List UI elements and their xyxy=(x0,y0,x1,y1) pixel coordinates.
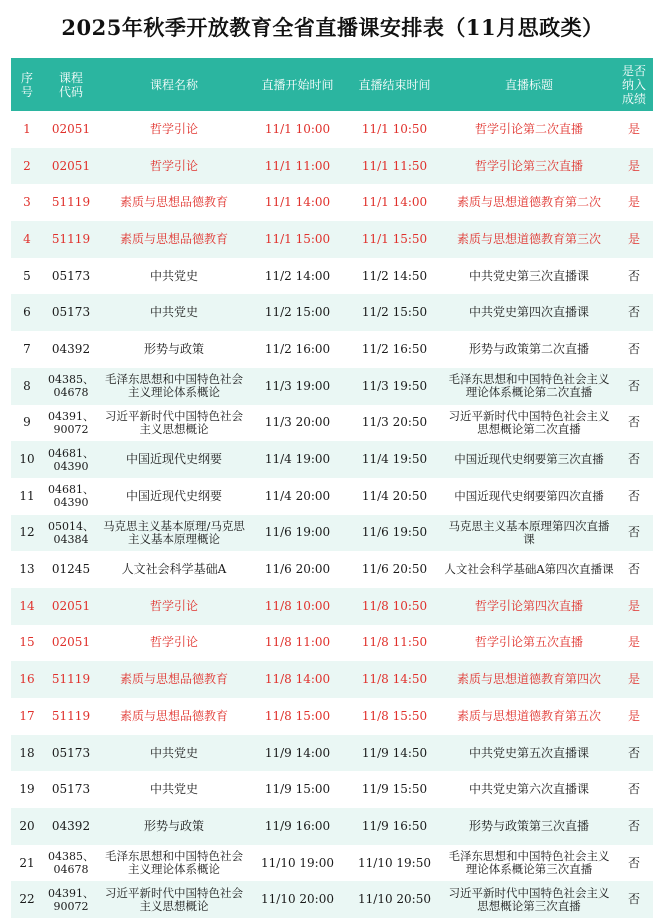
live-title: 哲学引论第三次直播 xyxy=(443,148,615,185)
end-time: 11/10 20:50 xyxy=(346,881,443,918)
course-name: 中共党史 xyxy=(99,294,249,331)
row-number: 14 xyxy=(11,588,43,625)
course-code: 05173 xyxy=(43,294,99,331)
course-name: 哲学引论 xyxy=(99,625,249,662)
start-time: 11/1 15:00 xyxy=(249,221,346,258)
course-name: 素质与思想品德教育 xyxy=(99,661,249,698)
course-code: 04391、90072 xyxy=(43,405,99,442)
table-row xyxy=(11,771,653,808)
table-row xyxy=(11,148,653,185)
end-time: 11/2 14:50 xyxy=(346,258,443,295)
course-code: 51119 xyxy=(43,661,99,698)
graded-flag: 是 xyxy=(615,148,653,185)
end-time: 11/4 20:50 xyxy=(346,478,443,515)
row-number: 13 xyxy=(11,551,43,588)
course-name: 马克思主义基本原理/马克思主义基本原理概论 xyxy=(99,515,249,552)
row-number: 11 xyxy=(11,478,43,515)
start-time: 11/9 14:00 xyxy=(249,735,346,772)
course-code: 05173 xyxy=(43,735,99,772)
start-time: 11/10 19:00 xyxy=(249,845,346,882)
table-row xyxy=(11,661,653,698)
row-number: 5 xyxy=(11,258,43,295)
graded-flag: 否 xyxy=(615,808,653,845)
graded-flag: 否 xyxy=(615,771,653,808)
table-body xyxy=(11,111,653,918)
course-name: 哲学引论 xyxy=(99,148,249,185)
course-code: 05173 xyxy=(43,258,99,295)
course-code: 04391、90072 xyxy=(43,881,99,918)
course-name: 中共党史 xyxy=(99,735,249,772)
live-title: 中国近现代史纲要第四次直播 xyxy=(443,478,615,515)
end-time: 11/3 19:50 xyxy=(346,368,443,405)
end-time: 11/9 14:50 xyxy=(346,735,443,772)
start-time: 11/1 14:00 xyxy=(249,184,346,221)
course-code: 01245 xyxy=(43,551,99,588)
table-row xyxy=(11,588,653,625)
end-time: 11/6 19:50 xyxy=(346,515,443,552)
table-row xyxy=(11,441,653,478)
start-time: 11/9 15:00 xyxy=(249,771,346,808)
row-number: 19 xyxy=(11,771,43,808)
start-time: 11/3 19:00 xyxy=(249,368,346,405)
course-code: 04392 xyxy=(43,808,99,845)
graded-flag: 是 xyxy=(615,698,653,735)
course-name: 人文社会科学基础A xyxy=(99,551,249,588)
header-graded: 是否 纳入 成绩 xyxy=(615,58,653,111)
row-number: 2 xyxy=(11,148,43,185)
end-time: 11/6 20:50 xyxy=(346,551,443,588)
row-number: 9 xyxy=(11,405,43,442)
live-title: 素质与思想道德教育第三次 xyxy=(443,221,615,258)
row-number: 15 xyxy=(11,625,43,662)
live-title: 毛泽东思想和中国特色社会主义理论体系概论第二次直播 xyxy=(443,368,615,405)
course-code: 05014、04384 xyxy=(43,515,99,552)
live-title: 中共党史第五次直播课 xyxy=(443,735,615,772)
course-code: 51119 xyxy=(43,221,99,258)
graded-flag: 是 xyxy=(615,111,653,148)
start-time: 11/8 15:00 xyxy=(249,698,346,735)
start-time: 11/9 16:00 xyxy=(249,808,346,845)
course-name: 形势与政策 xyxy=(99,331,249,368)
course-name: 素质与思想品德教育 xyxy=(99,221,249,258)
graded-flag: 否 xyxy=(615,441,653,478)
graded-flag: 否 xyxy=(615,551,653,588)
course-name: 中国近现代史纲要 xyxy=(99,478,249,515)
start-time: 11/8 10:00 xyxy=(249,588,346,625)
start-time: 11/6 19:00 xyxy=(249,515,346,552)
end-time: 11/1 15:50 xyxy=(346,221,443,258)
course-code: 51119 xyxy=(43,184,99,221)
table-row xyxy=(11,405,653,442)
row-number: 8 xyxy=(11,368,43,405)
end-time: 11/2 16:50 xyxy=(346,331,443,368)
course-name: 素质与思想品德教育 xyxy=(99,184,249,221)
course-code: 04392 xyxy=(43,331,99,368)
end-time: 11/8 14:50 xyxy=(346,661,443,698)
end-time: 11/3 20:50 xyxy=(346,405,443,442)
header-name: 课程名称 xyxy=(99,58,249,111)
row-number: 16 xyxy=(11,661,43,698)
table-row xyxy=(11,625,653,662)
course-name: 中国近现代史纲要 xyxy=(99,441,249,478)
course-name: 素质与思想品德教育 xyxy=(99,698,249,735)
live-title: 素质与思想道德教育第二次 xyxy=(443,184,615,221)
graded-flag: 否 xyxy=(615,735,653,772)
row-number: 7 xyxy=(11,331,43,368)
table-row xyxy=(11,294,653,331)
table-row xyxy=(11,845,653,882)
course-code: 51119 xyxy=(43,698,99,735)
course-code: 04385、04678 xyxy=(43,845,99,882)
live-title: 中共党史第三次直播课 xyxy=(443,258,615,295)
live-title: 哲学引论第五次直播 xyxy=(443,625,615,662)
header-start: 直播开始时间 xyxy=(249,58,346,111)
page-title: 2025年秋季开放教育全省直播课安排表（11月思政类） xyxy=(61,15,604,40)
live-title: 哲学引论第四次直播 xyxy=(443,588,615,625)
graded-flag: 是 xyxy=(615,661,653,698)
live-title: 马克思主义基本原理第四次直播课 xyxy=(443,515,615,552)
course-code: 02051 xyxy=(43,588,99,625)
course-code: 05173 xyxy=(43,771,99,808)
live-title: 习近平新时代中国特色社会主义思想概论第二次直播 xyxy=(443,405,615,442)
graded-flag: 否 xyxy=(615,368,653,405)
course-code: 02051 xyxy=(43,111,99,148)
start-time: 11/3 20:00 xyxy=(249,405,346,442)
start-time: 11/4 19:00 xyxy=(249,441,346,478)
table-row xyxy=(11,551,653,588)
course-name: 习近平新时代中国特色社会主义思想概论 xyxy=(99,881,249,918)
graded-flag: 是 xyxy=(615,588,653,625)
course-code: 02051 xyxy=(43,625,99,662)
end-time: 11/8 10:50 xyxy=(346,588,443,625)
row-number: 12 xyxy=(11,515,43,552)
table-row xyxy=(11,515,653,552)
table-row xyxy=(11,111,653,148)
table-row xyxy=(11,735,653,772)
end-time: 11/8 11:50 xyxy=(346,625,443,662)
row-number: 18 xyxy=(11,735,43,772)
start-time: 11/8 14:00 xyxy=(249,661,346,698)
header-code: 课程 代码 xyxy=(43,58,99,111)
course-name: 毛泽东思想和中国特色社会主义理论体系概论 xyxy=(99,845,249,882)
row-number: 3 xyxy=(11,184,43,221)
row-number: 20 xyxy=(11,808,43,845)
row-number: 10 xyxy=(11,441,43,478)
course-name: 中共党史 xyxy=(99,258,249,295)
course-name: 中共党史 xyxy=(99,771,249,808)
graded-flag: 否 xyxy=(615,881,653,918)
table-row xyxy=(11,258,653,295)
course-code: 04681、04390 xyxy=(43,441,99,478)
end-time: 11/9 15:50 xyxy=(346,771,443,808)
header-live-title: 直播标题 xyxy=(443,58,615,111)
header-no: 序 号 xyxy=(11,58,43,111)
graded-flag: 否 xyxy=(615,258,653,295)
row-number: 22 xyxy=(11,881,43,918)
end-time: 11/4 19:50 xyxy=(346,441,443,478)
course-name: 哲学引论 xyxy=(99,588,249,625)
table-row xyxy=(11,331,653,368)
live-title: 素质与思想道德教育第四次 xyxy=(443,661,615,698)
start-time: 11/8 11:00 xyxy=(249,625,346,662)
live-title: 中共党史第六次直播课 xyxy=(443,771,615,808)
live-title: 人文社会科学基础A第四次直播课 xyxy=(443,551,615,588)
table-row xyxy=(11,698,653,735)
live-title: 哲学引论第二次直播 xyxy=(443,111,615,148)
row-number: 6 xyxy=(11,294,43,331)
course-code: 04385、04678 xyxy=(43,368,99,405)
course-name: 习近平新时代中国特色社会主义思想概论 xyxy=(99,405,249,442)
start-time: 11/2 14:00 xyxy=(249,258,346,295)
table-row xyxy=(11,368,653,405)
end-time: 11/9 16:50 xyxy=(346,808,443,845)
course-code: 04681、04390 xyxy=(43,478,99,515)
end-time: 11/8 15:50 xyxy=(346,698,443,735)
table-row xyxy=(11,808,653,845)
graded-flag: 否 xyxy=(615,845,653,882)
course-code: 02051 xyxy=(43,148,99,185)
graded-flag: 是 xyxy=(615,184,653,221)
table-row xyxy=(11,478,653,515)
schedule-table xyxy=(11,58,653,918)
graded-flag: 否 xyxy=(615,405,653,442)
live-title: 习近平新时代中国特色社会主义思想概论第三次直播 xyxy=(443,881,615,918)
start-time: 11/2 15:00 xyxy=(249,294,346,331)
graded-flag: 否 xyxy=(615,294,653,331)
table-row xyxy=(11,881,653,918)
row-number: 1 xyxy=(11,111,43,148)
course-name: 形势与政策 xyxy=(99,808,249,845)
table-header-row xyxy=(11,58,653,111)
end-time: 11/2 15:50 xyxy=(346,294,443,331)
graded-flag: 是 xyxy=(615,221,653,258)
live-title: 中共党史第四次直播课 xyxy=(443,294,615,331)
end-time: 11/10 19:50 xyxy=(346,845,443,882)
live-title: 形势与政策第三次直播 xyxy=(443,808,615,845)
end-time: 11/1 14:00 xyxy=(346,184,443,221)
course-name: 毛泽东思想和中国特色社会主义理论体系概论 xyxy=(99,368,249,405)
start-time: 11/10 20:00 xyxy=(249,881,346,918)
live-title: 中国近现代史纲要第三次直播 xyxy=(443,441,615,478)
live-title: 毛泽东思想和中国特色社会主义理论体系概论第三次直播 xyxy=(443,845,615,882)
row-number: 21 xyxy=(11,845,43,882)
row-number: 4 xyxy=(11,221,43,258)
graded-flag: 否 xyxy=(615,515,653,552)
graded-flag: 是 xyxy=(615,625,653,662)
table-row xyxy=(11,221,653,258)
live-title: 形势与政策第二次直播 xyxy=(443,331,615,368)
start-time: 11/4 20:00 xyxy=(249,478,346,515)
header-end: 直播结束时间 xyxy=(346,58,443,111)
graded-flag: 否 xyxy=(615,478,653,515)
graded-flag: 否 xyxy=(615,331,653,368)
end-time: 11/1 10:50 xyxy=(346,111,443,148)
start-time: 11/2 16:00 xyxy=(249,331,346,368)
end-time: 11/1 11:50 xyxy=(346,148,443,185)
start-time: 11/6 20:00 xyxy=(249,551,346,588)
start-time: 11/1 11:00 xyxy=(249,148,346,185)
course-name: 哲学引论 xyxy=(99,111,249,148)
row-number: 17 xyxy=(11,698,43,735)
start-time: 11/1 10:00 xyxy=(249,111,346,148)
live-title: 素质与思想道德教育第五次 xyxy=(443,698,615,735)
table-row xyxy=(11,184,653,221)
